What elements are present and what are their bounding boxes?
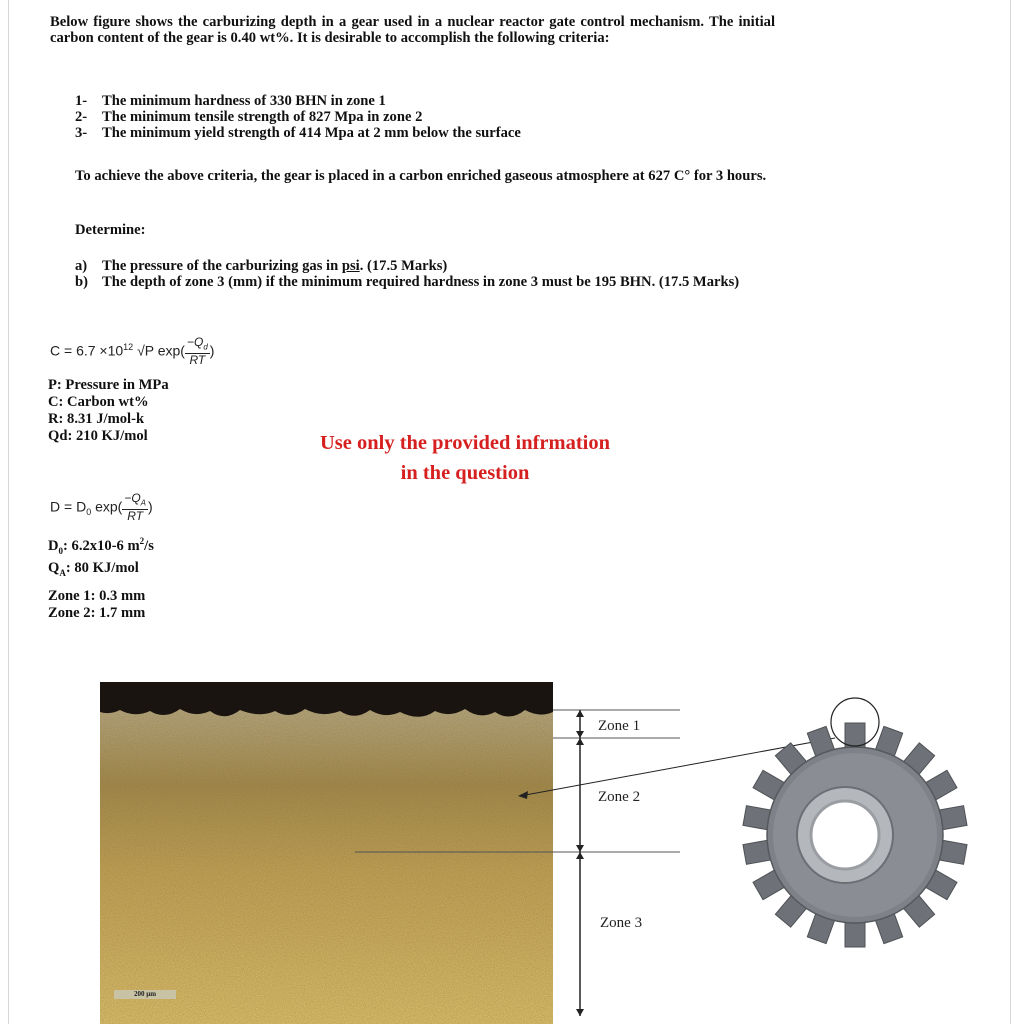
arrowhead <box>576 852 584 859</box>
arrowhead <box>576 710 584 717</box>
eq1-lhs: C = 6.7 ×10 <box>50 342 124 359</box>
d0-sub: 0 <box>58 545 64 556</box>
eq2-lhs: D = D <box>50 498 87 515</box>
qa-symbol: Q <box>48 559 60 576</box>
question-a-unit: psi <box>341 258 360 274</box>
eq1-numerator: −Q <box>186 335 204 349</box>
criteria-text: The minimum hardness of 330 BHN in zone 1 <box>102 93 386 109</box>
zone-1-label: Zone 1 <box>598 718 641 734</box>
eq2-denominator: RT <box>127 509 144 524</box>
criteria-text: The minimum yield strength of 414 Mpa at 2 mm below the surface <box>102 125 521 141</box>
arrowhead <box>576 1009 584 1016</box>
zone-depth: Zone 1: 0.3 mm <box>48 588 146 604</box>
qa-value: : 80 KJ/mol <box>65 559 139 576</box>
qa-sub: A <box>59 567 66 578</box>
question-number: b) <box>75 274 88 290</box>
arrowhead <box>576 738 584 745</box>
eq1-close: ) <box>209 342 215 359</box>
d0-sup: 2 <box>139 536 145 546</box>
eq2-lhs-sub: 0 <box>86 507 92 518</box>
arrowhead <box>576 845 584 852</box>
question-a-post: . (17.5 Marks) <box>359 258 448 274</box>
criteria-text: The minimum tensile strength of 827 Mpa in zone 2 <box>102 109 423 125</box>
zone-depth: Zone 2: 1.7 mm <box>48 605 146 621</box>
eq2-numerator-sub: A <box>140 498 147 508</box>
eq1-denominator: RT <box>189 353 206 368</box>
scale-bar: 200 µm <box>114 990 176 999</box>
eq1-numerator-sub: d <box>203 342 208 352</box>
d0-symbol: D <box>48 537 59 554</box>
variable-definition: P: Pressure in MPa <box>48 377 169 393</box>
question-text: The depth of zone 3 (mm) if the minimum required hardness in zone 3 must be 195 BHN. (17.5 Marks) <box>102 274 740 290</box>
eq1-mid: √P exp( <box>137 342 185 359</box>
eq2-close: ) <box>148 498 153 515</box>
eq1-exponent: 12 <box>123 341 134 352</box>
variable-definition: R: 8.31 J/mol-k <box>48 411 145 427</box>
note-line-2: in the question <box>400 462 530 484</box>
variable-definition: Qd: 210 KJ/mol <box>48 428 148 444</box>
gear-icon <box>743 723 967 947</box>
achieve-paragraph: To achieve the above criteria, the gear is placed in a carbon enriched gaseous atmosphere at 627 C° for 3 hours. <box>75 168 767 184</box>
criteria-number: 3- <box>75 125 88 141</box>
arrowhead <box>518 791 528 799</box>
note-line-1: Use only the provided infrmation <box>319 432 611 454</box>
variable-definition: C: Carbon wt% <box>48 394 149 410</box>
question-a-pre: The pressure of the carburizing gas in <box>102 258 342 274</box>
eq2-numerator: −Q <box>124 491 141 505</box>
determine-heading: Determine: <box>75 222 146 238</box>
arrowhead <box>576 731 584 738</box>
zone-2-label: Zone 2 <box>598 789 641 805</box>
intro-paragraph: Below figure shows the carburizing depth in a gear used in a nuclear reactor gate control mechanism. The initial carbon content of the gear is 0.40 wt%. It is desirable to accomplish the following criteria: <box>50 14 775 46</box>
zone-3-label: Zone 3 <box>600 915 643 931</box>
d0-value: : 6.2x10-6 m <box>63 537 140 554</box>
eq2-mid: exp( <box>91 498 123 515</box>
criteria-number: 2- <box>75 109 88 125</box>
question-number: a) <box>75 258 88 274</box>
criteria-number: 1- <box>75 93 88 109</box>
d0-unit-end: /s <box>144 537 154 554</box>
